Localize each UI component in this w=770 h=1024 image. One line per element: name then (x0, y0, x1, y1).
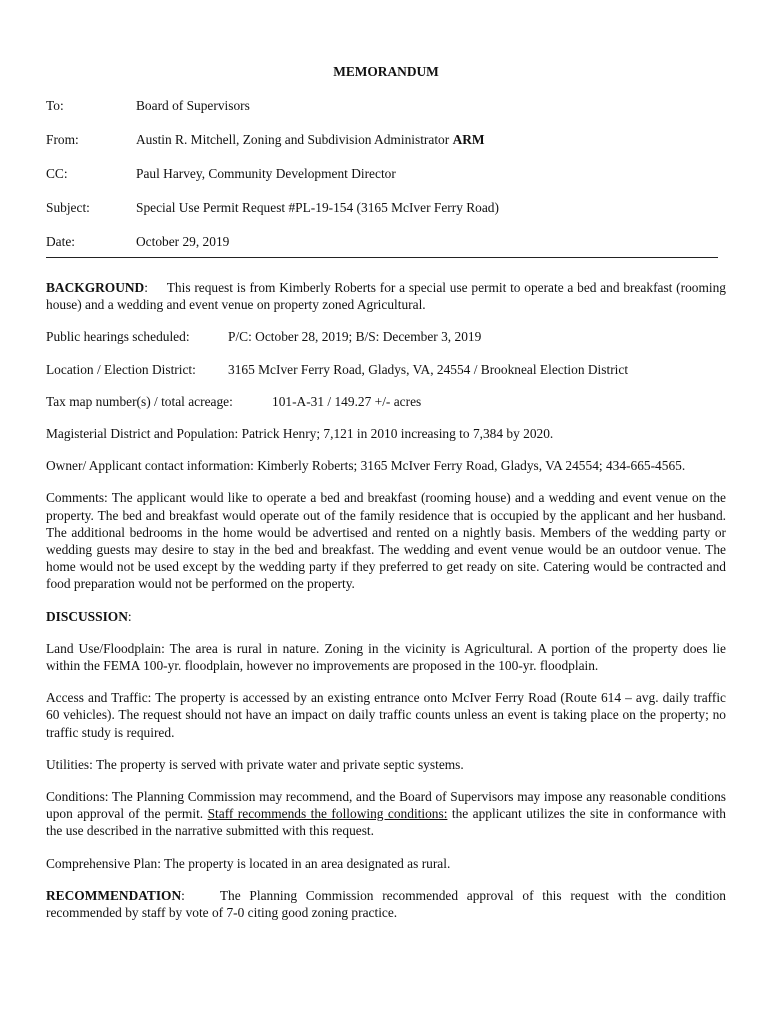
conditions-detail: the applicant utilizes the site in conformance with the use described in the narrative submitted with this request. (46, 806, 727, 839)
location-value: 3165 McIver Ferry Road, Gladys, VA, 24554 / Brookneal Election District (228, 361, 629, 377)
magisterial-paragraph: Magisterial District and Population: Patrick Henry; 7,121 in 2010 increasing to 7,384 by 2020. (46, 425, 554, 441)
comments-paragraph: Comments: The applicant would like to operate a bed and breakfast (rooming house) and a wedding and event venue on the property. The bed and breakfast would operate out of the family residence that is occupied by the applicant and her husband. The additional bedrooms in the home would be advertised and rented on a nightly basis. Members of the wedding party or wedding guests may desire to stay in the bed and breakfast. The wedding and event venue would be an outdoor venue. The home would not be used except by the wedding party if they preferred to get ready on site. Catering would be contracted and food preparation would not be performed on the property. (46, 490, 726, 592)
header-divider (46, 257, 718, 258)
recommendation-paragraph: RECOMMENDATION: The Planning Commission recommended approval of this request with the condition recommended by staff by vote of 7-0 citing good zoning practice. (46, 887, 726, 921)
conditions-underline: Staff recommends the following conditions: (207, 806, 448, 822)
to-label: To: (46, 98, 64, 113)
utilities-paragraph: Utilities: The property is served with private water and private septic systems. (46, 756, 464, 772)
discussion-heading: DISCUSSION (46, 608, 128, 624)
recommendation-text: The Planning Commission recommended approval of this request with the condition recommended by staff by vote of 7-0 citing good zoning practice. (46, 887, 726, 921)
from-initials: ARM (452, 132, 485, 147)
hearings-label: Public hearings scheduled: (46, 329, 190, 345)
conditions-intro: Conditions: The Planning Commission may recommend, and the Board of Supervisors may impose any reasonable conditions upon approval of the permit. (46, 789, 726, 822)
memo-body (46, 279, 726, 936)
memo-title: MEMORANDUM (333, 64, 439, 79)
taxmap-label: Tax map number(s) / total acreage: (46, 393, 233, 409)
to-value: Board of Supervisors (136, 98, 250, 113)
discussion-paragraph: DISCUSSION: (46, 608, 132, 624)
taxmap-row (46, 393, 726, 410)
hearings-value: P/C: October 28, 2019; B/S: December 3, 2019 (228, 329, 482, 345)
location-row (46, 361, 726, 378)
background-text: This request is from Kimberly Roberts for a special use permit to operate a bed and breakfast (rooming house) and a wedding and event venue on property zoned Agricultural. (46, 280, 726, 313)
subject-label: Subject: (46, 200, 90, 215)
taxmap-value: 101-A-31 / 149.27 +/- acres (272, 393, 422, 409)
cc-value: Paul Harvey, Community Development Director (136, 166, 396, 181)
date-label: Date: (46, 234, 75, 249)
conditions-paragraph (46, 788, 726, 840)
comp-plan-paragraph: Comprehensive Plan: The property is located in an area designated as rural. (46, 855, 451, 871)
from-value (136, 131, 485, 149)
subject-value: Special Use Permit Request #PL-19-154 (3165 McIver Ferry Road) (136, 200, 499, 215)
from-name: Austin R. Mitchell, Zoning and Subdivision Administrator (136, 132, 450, 147)
date-value: October 29, 2019 (136, 234, 230, 249)
access-paragraph: Access and Traffic: The property is accessed by an existing entrance onto McIver Ferry Road (Route 614 – avg. daily traffic 60 vehicles). The request should not have an impact on daily traffic counts unless an event is taking place on the property; no traffic study is required. (46, 690, 726, 740)
owner-paragraph: Owner/ Applicant contact information: Kimberly Roberts; 3165 McIver Ferry Road, Gladys, VA 24554; 434-665-4565. (46, 458, 686, 474)
from-label: From: (46, 132, 79, 147)
cc-label: CC: (46, 166, 68, 181)
land-use-paragraph: Land Use/Floodplain: The area is rural in nature. Zoning in the vicinity is Agricultural. A portion of the property does lie within the FEMA 100-yr. floodplain, however no improvements are proposed in the 100-yr. floodplain. (46, 640, 726, 673)
background-paragraph: BACKGROUND: This request is from Kimberly Roberts for a special use permit to operate a bed and breakfast (rooming house) and a wedding and event venue on property zoned Agricultural. (46, 280, 726, 313)
location-label: Location / Election District: (46, 361, 196, 377)
background-heading: BACKGROUND (46, 280, 145, 295)
hearings-row (46, 328, 726, 345)
recommendation-heading: RECOMMENDATION (46, 887, 182, 903)
